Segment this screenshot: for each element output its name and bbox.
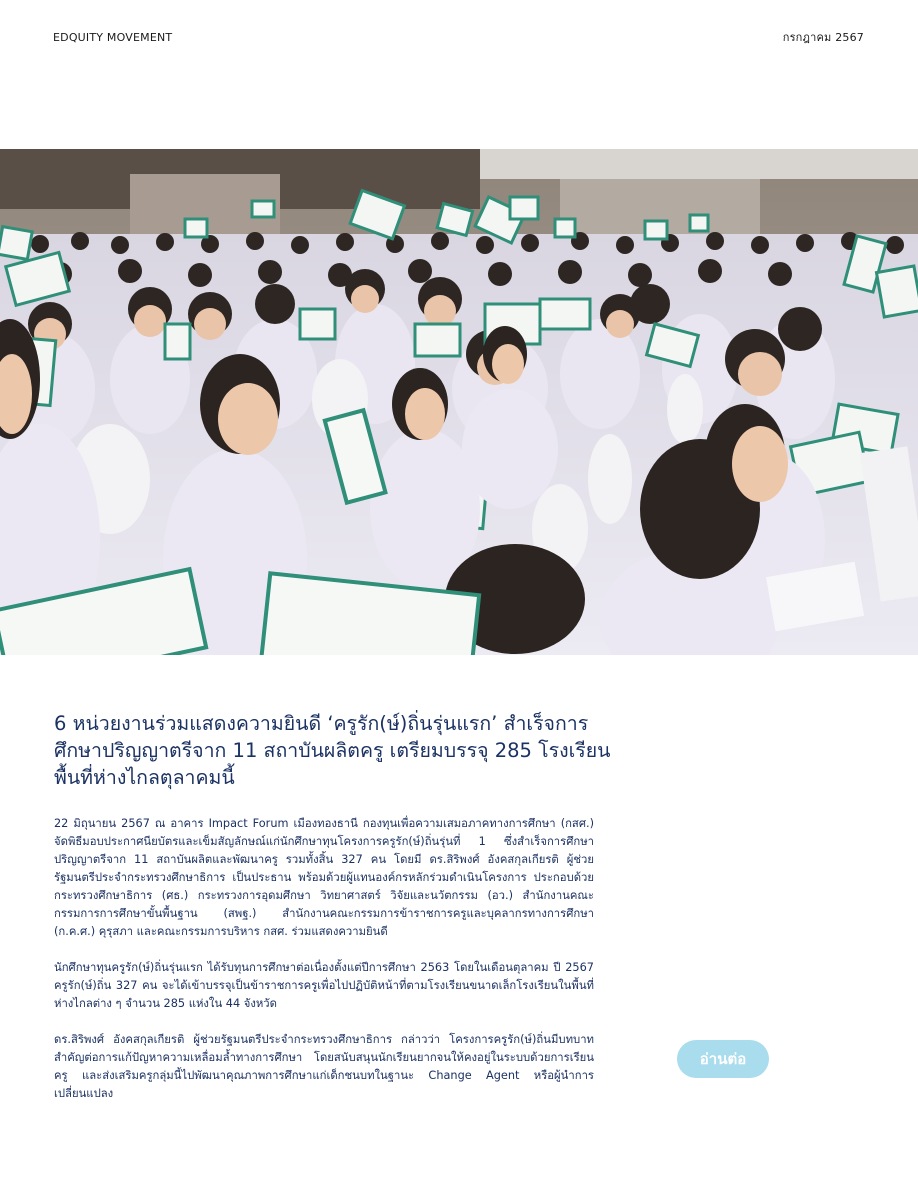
article-paragraph: นักศึกษาทุนครูรัก(ษ์)ถิ่นรุ่นแรก ได้รับทุนการศึกษาต่อเนื่องตั้งแต่ปีการศึกษา 2563 โดยในเดือนตุลาคม ปี 2567 ครูรัก(ษ์)ถิ่น 327 คน จะได้เข้าบรรจุเป็นข้าราชการครูเพื่อไปปฏิบัติหน้าที่ตามโรงเรียนขนาดเล็กโรงเรียนในพื้นที่ห่างไกลต่าง ๆ จำนวน 285 แห่งใน 44 จังหวัด — [54, 961, 594, 1010]
article-paragraph: 22 มิถุนายน 2567 ณ อาคาร Impact Forum เมืองทองธานี กองทุนเพื่อความเสมอภาคทางการศึกษา (กสศ.) จัดพิธีมอบประกาศนียบัตรและเข็มสัญลักษณ์แก่นักศึกษาทุนโครงการครูรัก(ษ์)ถิ่นรุ่นที่ 1 ซึ่งสำเร็จการศึกษาปริญญาตรีจาก 11 สถาบันผลิตและพัฒนาครู รวมทั้งสิ้น 327 คน โดยมี ดร.สิริพงศ์ อังคสกุลเกียรติ ผู้ช่วยรัฐมนตรีประจำกระทรวงศึกษาธิการ เป็นประธาน พร้อมด้วยผู้แทนองค์กรหลักร่วมดำเนินโครงการ ประกอบด้วย กระทรวงศึกษาธิการ (ศธ.) กระทรวงการอุดมศึกษา วิทยาศาสตร์ วิจัยและนวัตกรรม (อว.) สำนักงานคณะกรรมการการศึกษาขั้นพื้นฐาน (สพฐ.) สำนักงานคณะกรรมการข้าราชการครูและบุคลากรทางการศึกษา (ก.ค.ศ.) คุรุสภา และคณะกรรมการบริหาร กสศ. ร่วมแสดงความยินดี — [54, 817, 594, 938]
brand-name: EDQUITY MOVEMENT — [53, 30, 173, 44]
read-more-button[interactable]: อ่านต่อ — [677, 1040, 769, 1078]
article-title: 6 หน่วยงานร่วมแสดงความยินดี ‘ครูรัก(ษ์)ถิ่นรุ่นแรก’ สำเร็จการศึกษาปริญญาตรีจาก 11 สถาบันผลิตครู เตรียมบรรจุ 285 โรงเรียนพื้นที่ห่างไกลตุลาคมนี้ — [54, 712, 611, 789]
article-paragraph: ดร.สิริพงศ์ อังคสกุลเกียรติ ผู้ช่วยรัฐมนตรีประจำกระทรวงศึกษาธิการ กล่าวว่า โครงการครูรัก(ษ์)ถิ่นมีบทบาทสำคัญต่อการแก้ปัญหาความเหลื่อมล้ำทางการศึกษา โดยสนับสนุนนักเรียนยากจนให้คงอยู่ในระบบด้วยการเรียนครู และส่งเสริมครูกลุ่มนี้ไปพัฒนาคุณภาพการศึกษาแก่เด็กชนบทในฐานะ Change Agent หรือผู้นำการเปลี่ยนแปลง — [54, 1033, 594, 1100]
graduates-photo-illustration — [0, 149, 918, 655]
article-body — [54, 815, 594, 1121]
hero-photo — [0, 149, 918, 655]
top-bar — [53, 29, 864, 45]
issue-date: กรกฎาคม 2567 — [782, 31, 864, 44]
